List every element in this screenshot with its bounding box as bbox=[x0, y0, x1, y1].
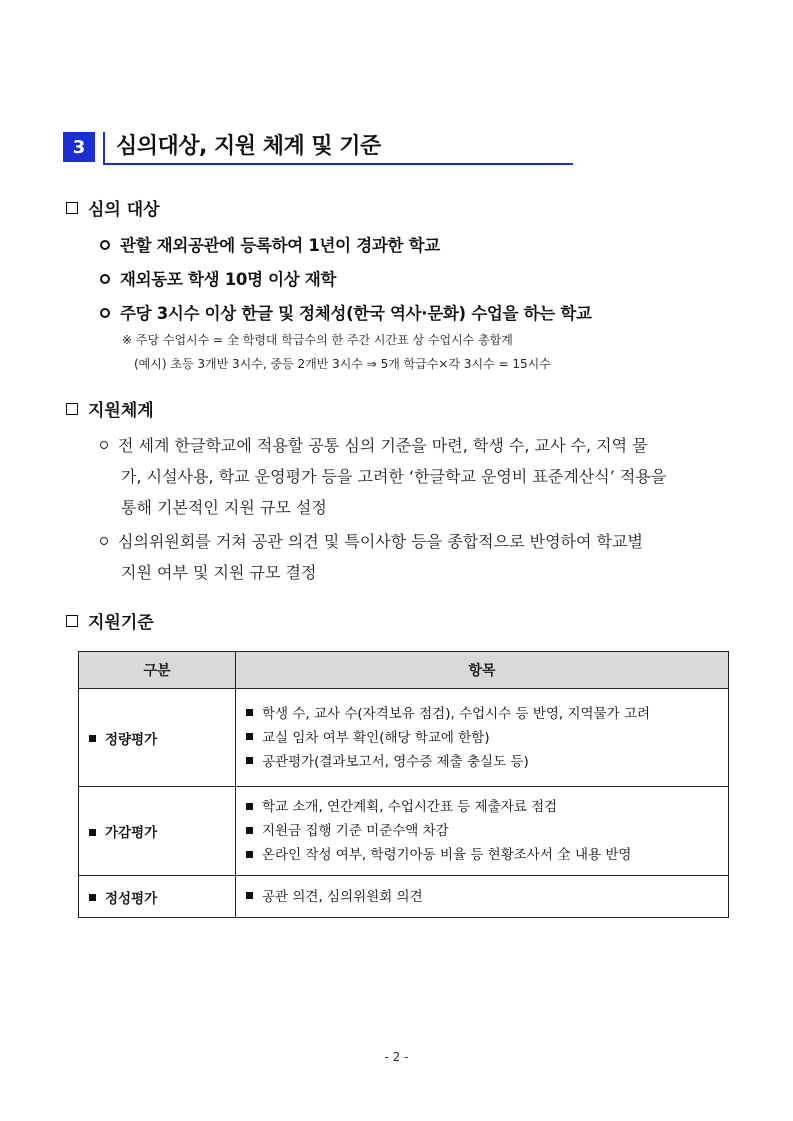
square-bullet-icon bbox=[66, 615, 78, 627]
square-bullet-icon bbox=[246, 803, 253, 810]
target-item: 주당 3시수 이상 한글 및 정체성(한국 역사·문화) 수업을 하는 학교 bbox=[100, 302, 592, 326]
criteria-heading: 지원기준 bbox=[66, 611, 154, 635]
square-bullet-icon bbox=[246, 851, 253, 858]
target-note: ※ 주당 수업시수 = 全 학령대 학급수의 한 주간 시간표 상 수업시수 총합계 bbox=[122, 333, 513, 347]
square-bullet-icon bbox=[246, 709, 253, 716]
square-bullet-icon bbox=[246, 733, 253, 740]
section-divider bbox=[103, 132, 105, 165]
circle-bullet-icon bbox=[100, 240, 110, 250]
square-bullet-icon bbox=[66, 403, 78, 415]
square-bullet-icon bbox=[89, 829, 96, 836]
list-item: 학생 수, 교사 수(자격보유 점검), 수업시수 등 반영, 지역물가 고려 bbox=[246, 702, 718, 726]
system-heading: 지원체계 bbox=[66, 399, 154, 423]
section-underline bbox=[103, 163, 573, 165]
circle-bullet-icon bbox=[100, 308, 110, 318]
category-cell: 정성평가 bbox=[79, 876, 236, 918]
target-heading: 심의 대상 bbox=[66, 198, 160, 222]
items-cell bbox=[236, 787, 729, 876]
section-title: 심의대상, 지원 체계 및 기준 bbox=[116, 134, 381, 159]
list-item: 온라인 작성 여부, 학령기아동 비율 등 현황조사서 全 내용 반영 bbox=[246, 843, 718, 867]
list-item: 지원금 집행 기준 미준수액 차감 bbox=[246, 819, 718, 843]
section-number: 3 bbox=[63, 132, 95, 162]
column-header: 구분 bbox=[79, 652, 236, 689]
target-note-example: (예시) 초등 3개반 3시수, 중등 2개반 3시수 ⇒ 5개 학급수×각 3시수 = 15시수 bbox=[134, 357, 551, 371]
list-item: 공관 의견, 심의위원회 의견 bbox=[246, 885, 718, 909]
criteria-table bbox=[78, 651, 729, 918]
square-bullet-icon bbox=[89, 894, 96, 901]
category-cell: 가감평가 bbox=[79, 787, 236, 876]
column-header: 항목 bbox=[236, 652, 729, 689]
list-item: 학교 소개, 연간계획, 수업시간표 등 제출자료 점검 bbox=[246, 795, 718, 819]
square-bullet-icon bbox=[246, 827, 253, 834]
circle-bullet-icon bbox=[100, 274, 110, 284]
table-row bbox=[79, 787, 729, 876]
items-cell bbox=[236, 689, 729, 787]
system-paragraph: 심의위원회를 거쳐 공관 의견 및 특이사항 등을 종합적으로 반영하여 학교별 지원 여부 및 지원 규모 결정 bbox=[100, 526, 740, 588]
category-cell: 정량평가 bbox=[79, 689, 236, 787]
square-bullet-icon bbox=[66, 202, 78, 214]
square-bullet-icon bbox=[246, 757, 253, 764]
circle-bullet-icon bbox=[100, 537, 108, 545]
list-item: 공관평가(결과보고서, 영수증 제출 충실도 등) bbox=[246, 750, 718, 774]
circle-bullet-icon bbox=[100, 441, 108, 449]
target-item: 재외동포 학생 10명 이상 재학 bbox=[100, 268, 336, 292]
items-cell bbox=[236, 876, 729, 918]
list-item: 교실 임차 여부 확인(해당 학교에 한함) bbox=[246, 726, 718, 750]
table-row bbox=[79, 689, 729, 787]
square-bullet-icon bbox=[89, 735, 96, 742]
target-item: 관할 재외공관에 등록하여 1년이 경과한 학교 bbox=[100, 234, 440, 258]
table-header-row bbox=[79, 652, 729, 689]
table-row bbox=[79, 876, 729, 918]
page-number: - 2 - bbox=[384, 1050, 409, 1064]
system-paragraph: 전 세계 한글학교에 적용할 공통 심의 기준을 마련, 학생 수, 교사 수, 지역 물 가, 시설사용, 학교 운영평가 등을 고려한 ‘한글학교 운영비 표준계산식’ 적용을 통해 기본적인 지원 규모 설정 bbox=[100, 430, 740, 523]
square-bullet-icon bbox=[246, 892, 253, 899]
